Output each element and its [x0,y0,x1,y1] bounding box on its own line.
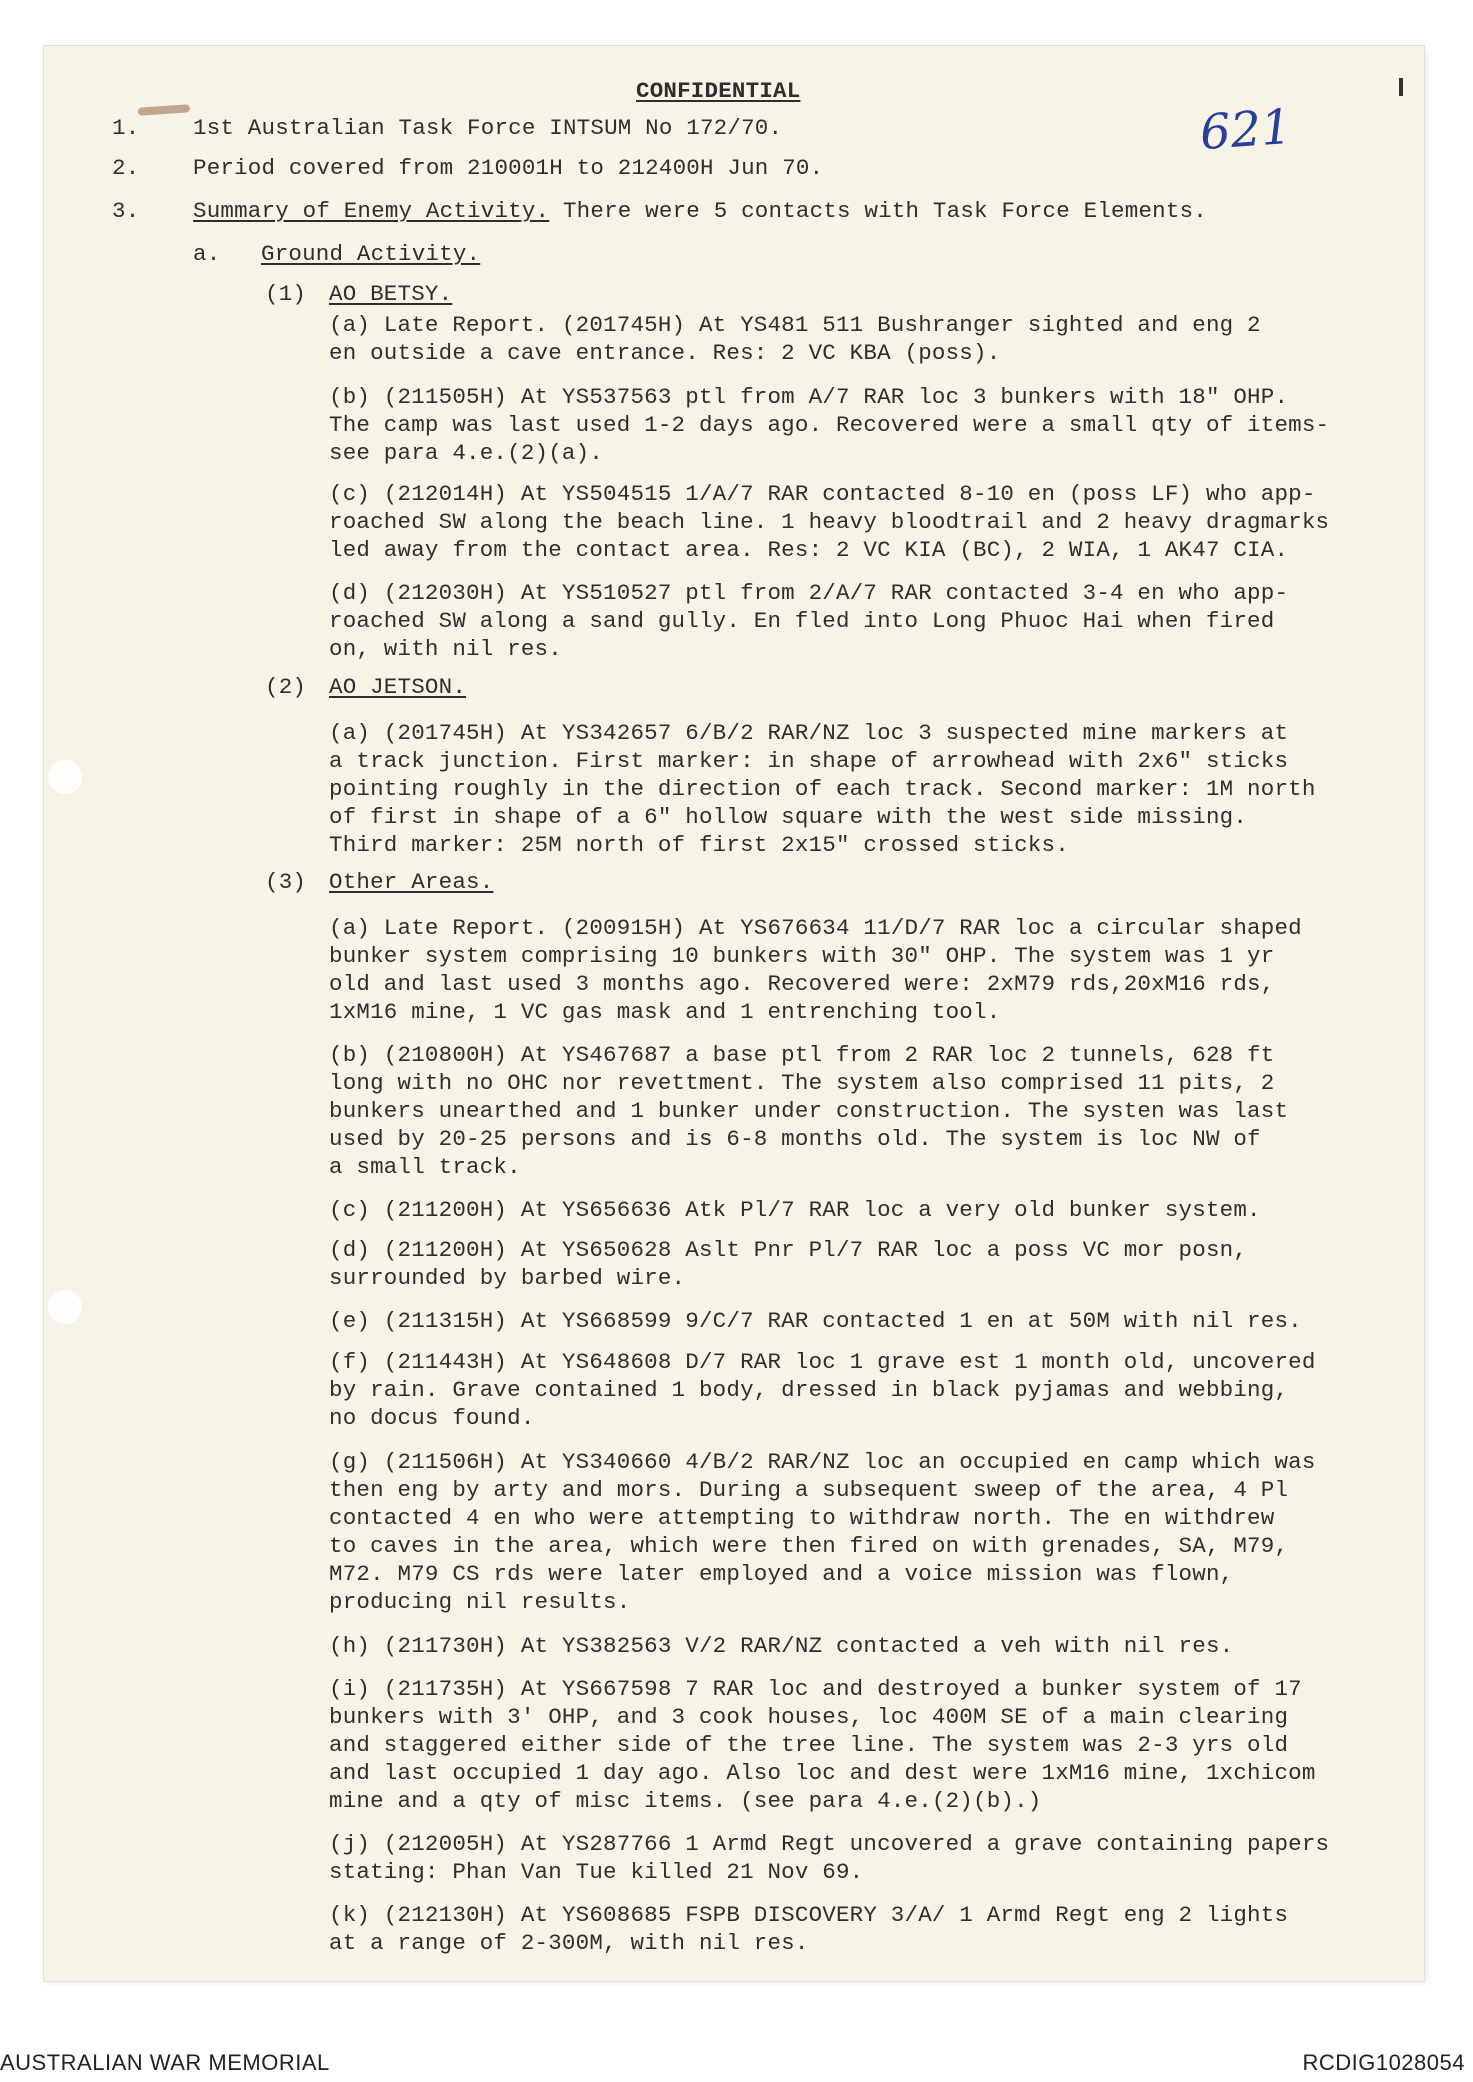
report-line: by rain. Grave contained 1 body, dressed in black pyjamas and webbing, [329,1377,1289,1403]
report-line: (f) (211443H) At YS648608 D/7 RAR loc 1 grave est 1 month old, uncovered [329,1349,1316,1375]
report-line: (d) (212030H) At YS510527 ptl from 2/A/7 RAR contacted 3-4 en who app- [329,580,1289,606]
report-line: and staggered either side of the tree line. The system was 2-3 yrs old [329,1732,1289,1758]
period-covered: Period covered from 210001H to 212400H Jun 70. [193,155,824,181]
punch-hole [48,1290,82,1324]
report-line: (a) Late Report. (201745H) At YS481 511 Bushranger sighted and eng 2 [329,312,1261,338]
report-line: Third marker: 25M north of first 2x15" crossed sticks. [329,832,1069,858]
report-line: led away from the contact area. Res: 2 VC KIA (BC), 2 WIA, 1 AK47 CIA. [329,537,1289,563]
report-line: bunkers with 3' OHP, and 3 cook houses, loc 400M SE of a main clearing [329,1704,1289,1730]
area-number: (1) [265,281,307,307]
report-line: of first in shape of a 6" hollow square with the west side missing. [329,804,1248,830]
intsum-title: 1st Australian Task Force INTSUM No 172/70. [193,115,783,141]
item-number: 3. [112,198,140,224]
classification-heading: CONFIDENTIAL [636,78,801,104]
handwritten-folio-number: 621 [1198,98,1294,162]
report-line: a small track. [329,1154,521,1180]
report-line: a track junction. First marker: in shape of arrowhead with 2x6" sticks [329,748,1289,774]
report-line: no docus found. [329,1405,535,1431]
report-line: and last occupied 1 day ago. Also loc and dest were 1xM16 mine, 1xchicom [329,1760,1316,1786]
report-line: long with no OHC nor revettment. The system also comprised 11 pits, 2 [329,1070,1275,1096]
report-line: bunkers unearthed and 1 bunker under construction. The systen was last [329,1098,1289,1124]
item-number: 1. [112,115,140,141]
report-line: (b) (211505H) At YS537563 ptl from A/7 RAR loc 3 bunkers with 18" OHP. [329,384,1289,410]
item-number: 2. [112,155,140,181]
report-line: see para 4.e.(2)(a). [329,440,604,466]
report-line: producing nil results. [329,1589,631,1615]
report-line: en outside a cave entrance. Res: 2 VC KBA (poss). [329,340,1001,366]
archive-credit: AUSTRALIAN WAR MEMORIAL [0,2050,330,2075]
report-line: then eng by arty and mors. During a subsequent sweep of the area, 4 Pl [329,1477,1289,1503]
summary-line [193,197,1207,225]
summary-heading: Summary of Enemy Activity. [193,198,550,224]
punch-hole [48,760,82,794]
ao-jetson-heading: AO JETSON. [329,674,467,700]
report-line: roached SW along a sand gully. En fled into Long Phuoc Hai when fired [329,608,1275,634]
ao-betsy-heading: AO BETSY. [329,281,453,307]
report-line: old and last used 3 months ago. Recovered were: 2xM79 rds,20xM16 rds, [329,971,1275,997]
report-line: 1xM16 mine, 1 VC gas mask and 1 entrenching tool. [329,999,1001,1025]
report-line: pointing roughly in the direction of each track. Second marker: 1M north [329,776,1316,802]
report-line: (h) (211730H) At YS382563 V/2 RAR/NZ contacted a veh with nil res. [329,1633,1234,1659]
report-line: (a) Late Report. (200915H) At YS676634 11/D/7 RAR loc a circular shaped [329,915,1302,941]
report-line: used by 20-25 persons and is 6-8 months old. The system is loc NW of [329,1126,1261,1152]
report-line: (e) (211315H) At YS668599 9/C/7 RAR contacted 1 en at 50M with nil res. [329,1308,1302,1334]
archive-id: RCDIG1028054 [1302,2050,1465,2075]
report-line: (j) (212005H) At YS287766 1 Armd Regt uncovered a grave containing papers [329,1831,1330,1857]
report-line: roached SW along the beach line. 1 heavy bloodtrail and 2 heavy dragmarks [329,509,1330,535]
report-line: The camp was last used 1-2 days ago. Recovered were a small qty of items- [329,412,1330,438]
summary-text: There were 5 contacts with Task Force Elements. [562,198,1207,224]
report-line: bunker system comprising 10 bunkers with 30" OHP. The system was 1 yr [329,943,1275,969]
report-line: at a range of 2-300M, with nil res. [329,1930,809,1956]
report-line: (g) (211506H) At YS340660 4/B/2 RAR/NZ loc an occupied en camp which was [329,1449,1316,1475]
report-line: (a) (201745H) At YS342657 6/B/2 RAR/NZ loc 3 suspected mine markers at [329,720,1289,746]
report-line: M72. M79 CS rds were later employed and a voice mission was flown, [329,1561,1234,1587]
report-line: to caves in the area, which were then fired on with grenades, SA, M79, [329,1533,1289,1559]
report-line: on, with nil res. [329,636,562,662]
area-number: (3) [265,869,307,895]
area-number: (2) [265,674,307,700]
report-line: (k) (212130H) At YS608685 FSPB DISCOVERY 3/A/ 1 Armd Regt eng 2 lights [329,1902,1289,1928]
report-line: surrounded by barbed wire. [329,1265,686,1291]
report-line: (d) (211200H) At YS650628 Aslt Pnr Pl/7 RAR loc a poss VC mor posn, [329,1237,1248,1263]
report-line: contacted 4 en who were attempting to withdraw north. The en withdrew [329,1505,1275,1531]
report-line: (c) (211200H) At YS656636 Atk Pl/7 RAR loc a very old bunker system. [329,1197,1261,1223]
report-line: (c) (212014H) At YS504515 1/A/7 RAR contacted 8-10 en (poss LF) who app- [329,481,1316,507]
margin-mark [1399,78,1403,96]
report-line: stating: Phan Van Tue killed 21 Nov 69. [329,1859,864,1885]
report-line: mine and a qty of misc items. (see para 4.e.(2)(b).) [329,1788,1042,1814]
ground-activity-heading: Ground Activity. [261,241,481,267]
subsection-letter: a. [193,241,221,267]
report-line: (i) (211735H) At YS667598 7 RAR loc and destroyed a bunker system of 17 [329,1676,1302,1702]
report-line: (b) (210800H) At YS467687 a base ptl from 2 RAR loc 2 tunnels, 628 ft [329,1042,1275,1068]
other-areas-heading: Other Areas. [329,869,494,895]
